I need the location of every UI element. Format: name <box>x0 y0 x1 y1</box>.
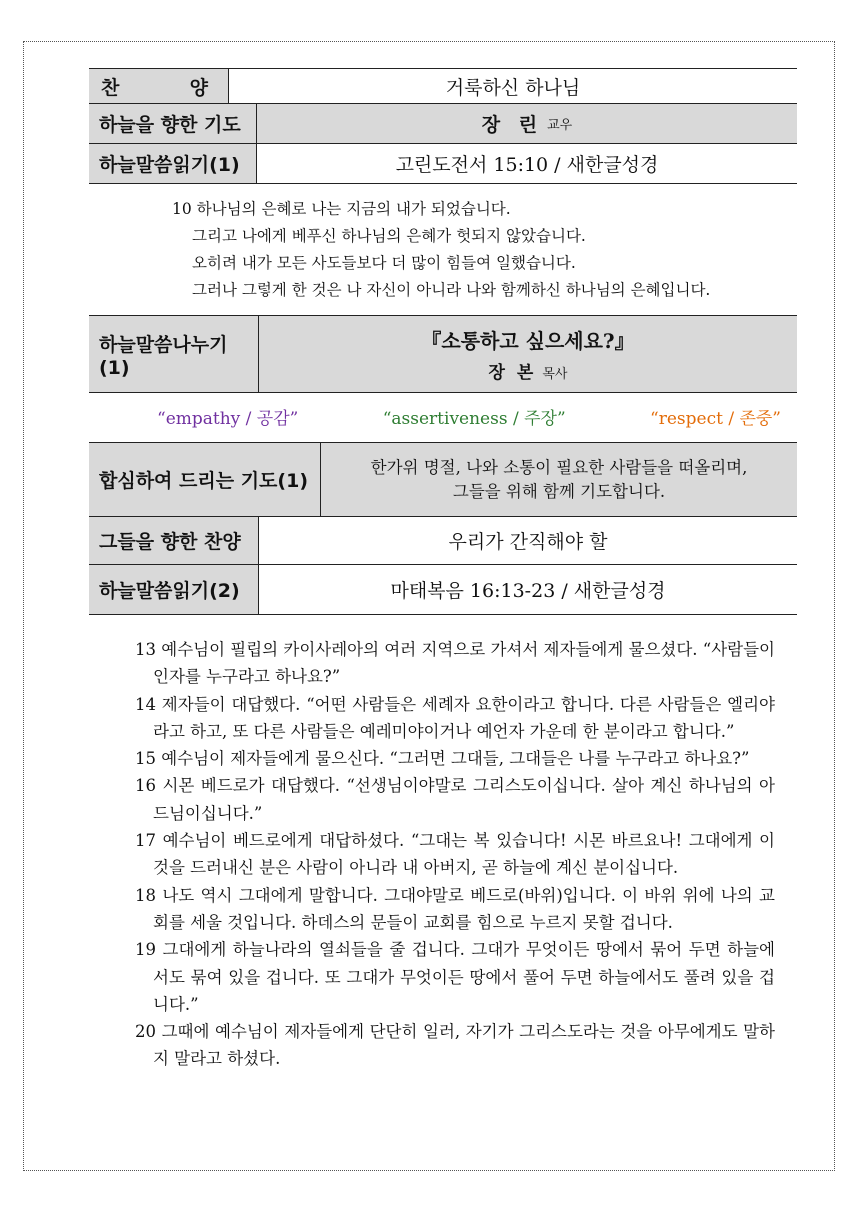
hymn-label-a: 찬 <box>101 76 120 99</box>
verse-14: 14 제자들이 대답했다. “어떤 사람들은 세례자 요한이라고 합니다. 다른 사람들은 엘리야라고 하고, 또 다른 사람들은 예레미야이거나 예언자 가운데 한 분이라고 합니다.” <box>135 694 775 741</box>
sermon-title: 『소통하고 싶으세요?』 <box>421 329 635 353</box>
hymn-title: 거룩하신 하나님 <box>445 76 581 99</box>
verse-13: 13 예수님이 필립의 카이사레아의 여러 지역으로 가셔서 제자들에게 물으셨다. “사람들이 인자를 누구라고 하나요?” <box>135 640 775 687</box>
reading1-reference: 고린도전서 15:10 / 새한글성경 <box>395 154 659 176</box>
song-row <box>89 517 797 565</box>
prayer-label: 하늘을 향한 기도 <box>89 104 257 143</box>
reading1-row <box>89 144 797 184</box>
reading1-line: 그러나 그렇게 한 것은 나 자신이 아니라 나와 함께하신 하나님의 은혜입니다. <box>192 281 711 299</box>
hymn-row <box>89 68 797 104</box>
song-title: 우리가 간직해야 할 <box>448 531 608 553</box>
verse-20: 20 그때에 예수님이 제자들에게 단단히 일러, 자기가 그리스도라는 것을 아무에게도 말하지 말라고 하셨다. <box>135 1022 775 1069</box>
keywords <box>89 404 797 429</box>
hymn-label <box>89 69 229 103</box>
reading2-label: 하늘말씀읽기(2) <box>89 565 259 614</box>
prayer-row <box>89 104 797 144</box>
sermon-preacher: 장 본 <box>488 363 537 383</box>
reading1-line: 그리고 나에게 베푸신 하나님의 은혜가 헛되지 않았습니다. <box>192 227 586 245</box>
prayer-leader: 장 린 <box>481 114 544 136</box>
prayer-leader-cell <box>257 104 797 143</box>
sermon-label: 하늘말씀나누기(1) <box>89 316 259 392</box>
sermon-preacher-role: 목사 <box>542 367 568 382</box>
joint-prayer-label: 합심하여 드리는 기도(1) <box>89 443 321 516</box>
joint-prayer-line: 한가위 명절, 나와 소통이 필요한 사람들을 떠올리며, <box>370 457 748 477</box>
hymn-label-b: 양 <box>189 76 208 99</box>
song-label: 그들을 향한 찬양 <box>89 517 259 564</box>
reading1-label: 하늘말씀읽기(1) <box>89 144 257 183</box>
reading1-line: 오히려 내가 모든 사도들보다 더 많이 힘들여 일했습니다. <box>192 254 576 272</box>
sermon-preacher-line <box>489 358 568 383</box>
keyword-assertiveness: “assertiveness / 주장” <box>382 409 566 429</box>
keyword-respect: “respect / 존중” <box>650 409 781 429</box>
sermon-info <box>259 316 797 392</box>
verse-18: 18 나도 역시 그대에게 말합니다. 그대야말로 베드로(바위)입니다. 이 바위 위에 나의 교회를 세울 것입니다. 하데스의 문들이 교회를 힘으로 누르지 못할 겁니다. <box>135 885 775 932</box>
prayer-leader-role: 교우 <box>547 118 573 133</box>
joint-prayer-text <box>321 443 797 516</box>
joint-prayer-row <box>89 442 797 517</box>
verse-15: 15 예수님이 제자들에게 물으신다. “그러면 그대들, 그대들은 나를 누구라고 하나요?” <box>135 749 750 769</box>
sermon-row <box>89 315 797 393</box>
reading2-text <box>135 636 775 1073</box>
verse-19: 19 그대에게 하늘나라의 열쇠들을 줄 겁니다. 그대가 무엇이든 땅에서 묶어 두면 하늘에서도 묶여 있을 겁니다. 또 그대가 무엇이든 땅에서 풀어 두면 하늘에서도 풀려 있을 겁니다.” <box>135 940 775 1014</box>
reading2-row <box>89 565 797 615</box>
reading2-reference: 마태복음 16:13-23 / 새한글성경 <box>390 580 666 602</box>
verse-16: 16 시몬 베드로가 대답했다. “선생님이야말로 그리스도이십니다. 살아 계신 하나님의 아드님이십니다.” <box>135 776 775 823</box>
verse-17: 17 예수님이 베드로에게 대답하셨다. “그대는 복 있습니다! 시몬 바르요나! 그대에게 이것을 드러내신 분은 사람이 아니라 내 아버지, 곧 하늘에 계신 분이십니다. <box>135 831 775 878</box>
reading1-text <box>140 196 780 304</box>
keyword-empathy: “empathy / 공감” <box>157 409 299 429</box>
joint-prayer-line: 그들을 위해 함께 기도합니다. <box>452 481 666 501</box>
reading1-line: 10 하나님의 은혜로 나는 지금의 내가 되었습니다. <box>172 200 511 218</box>
